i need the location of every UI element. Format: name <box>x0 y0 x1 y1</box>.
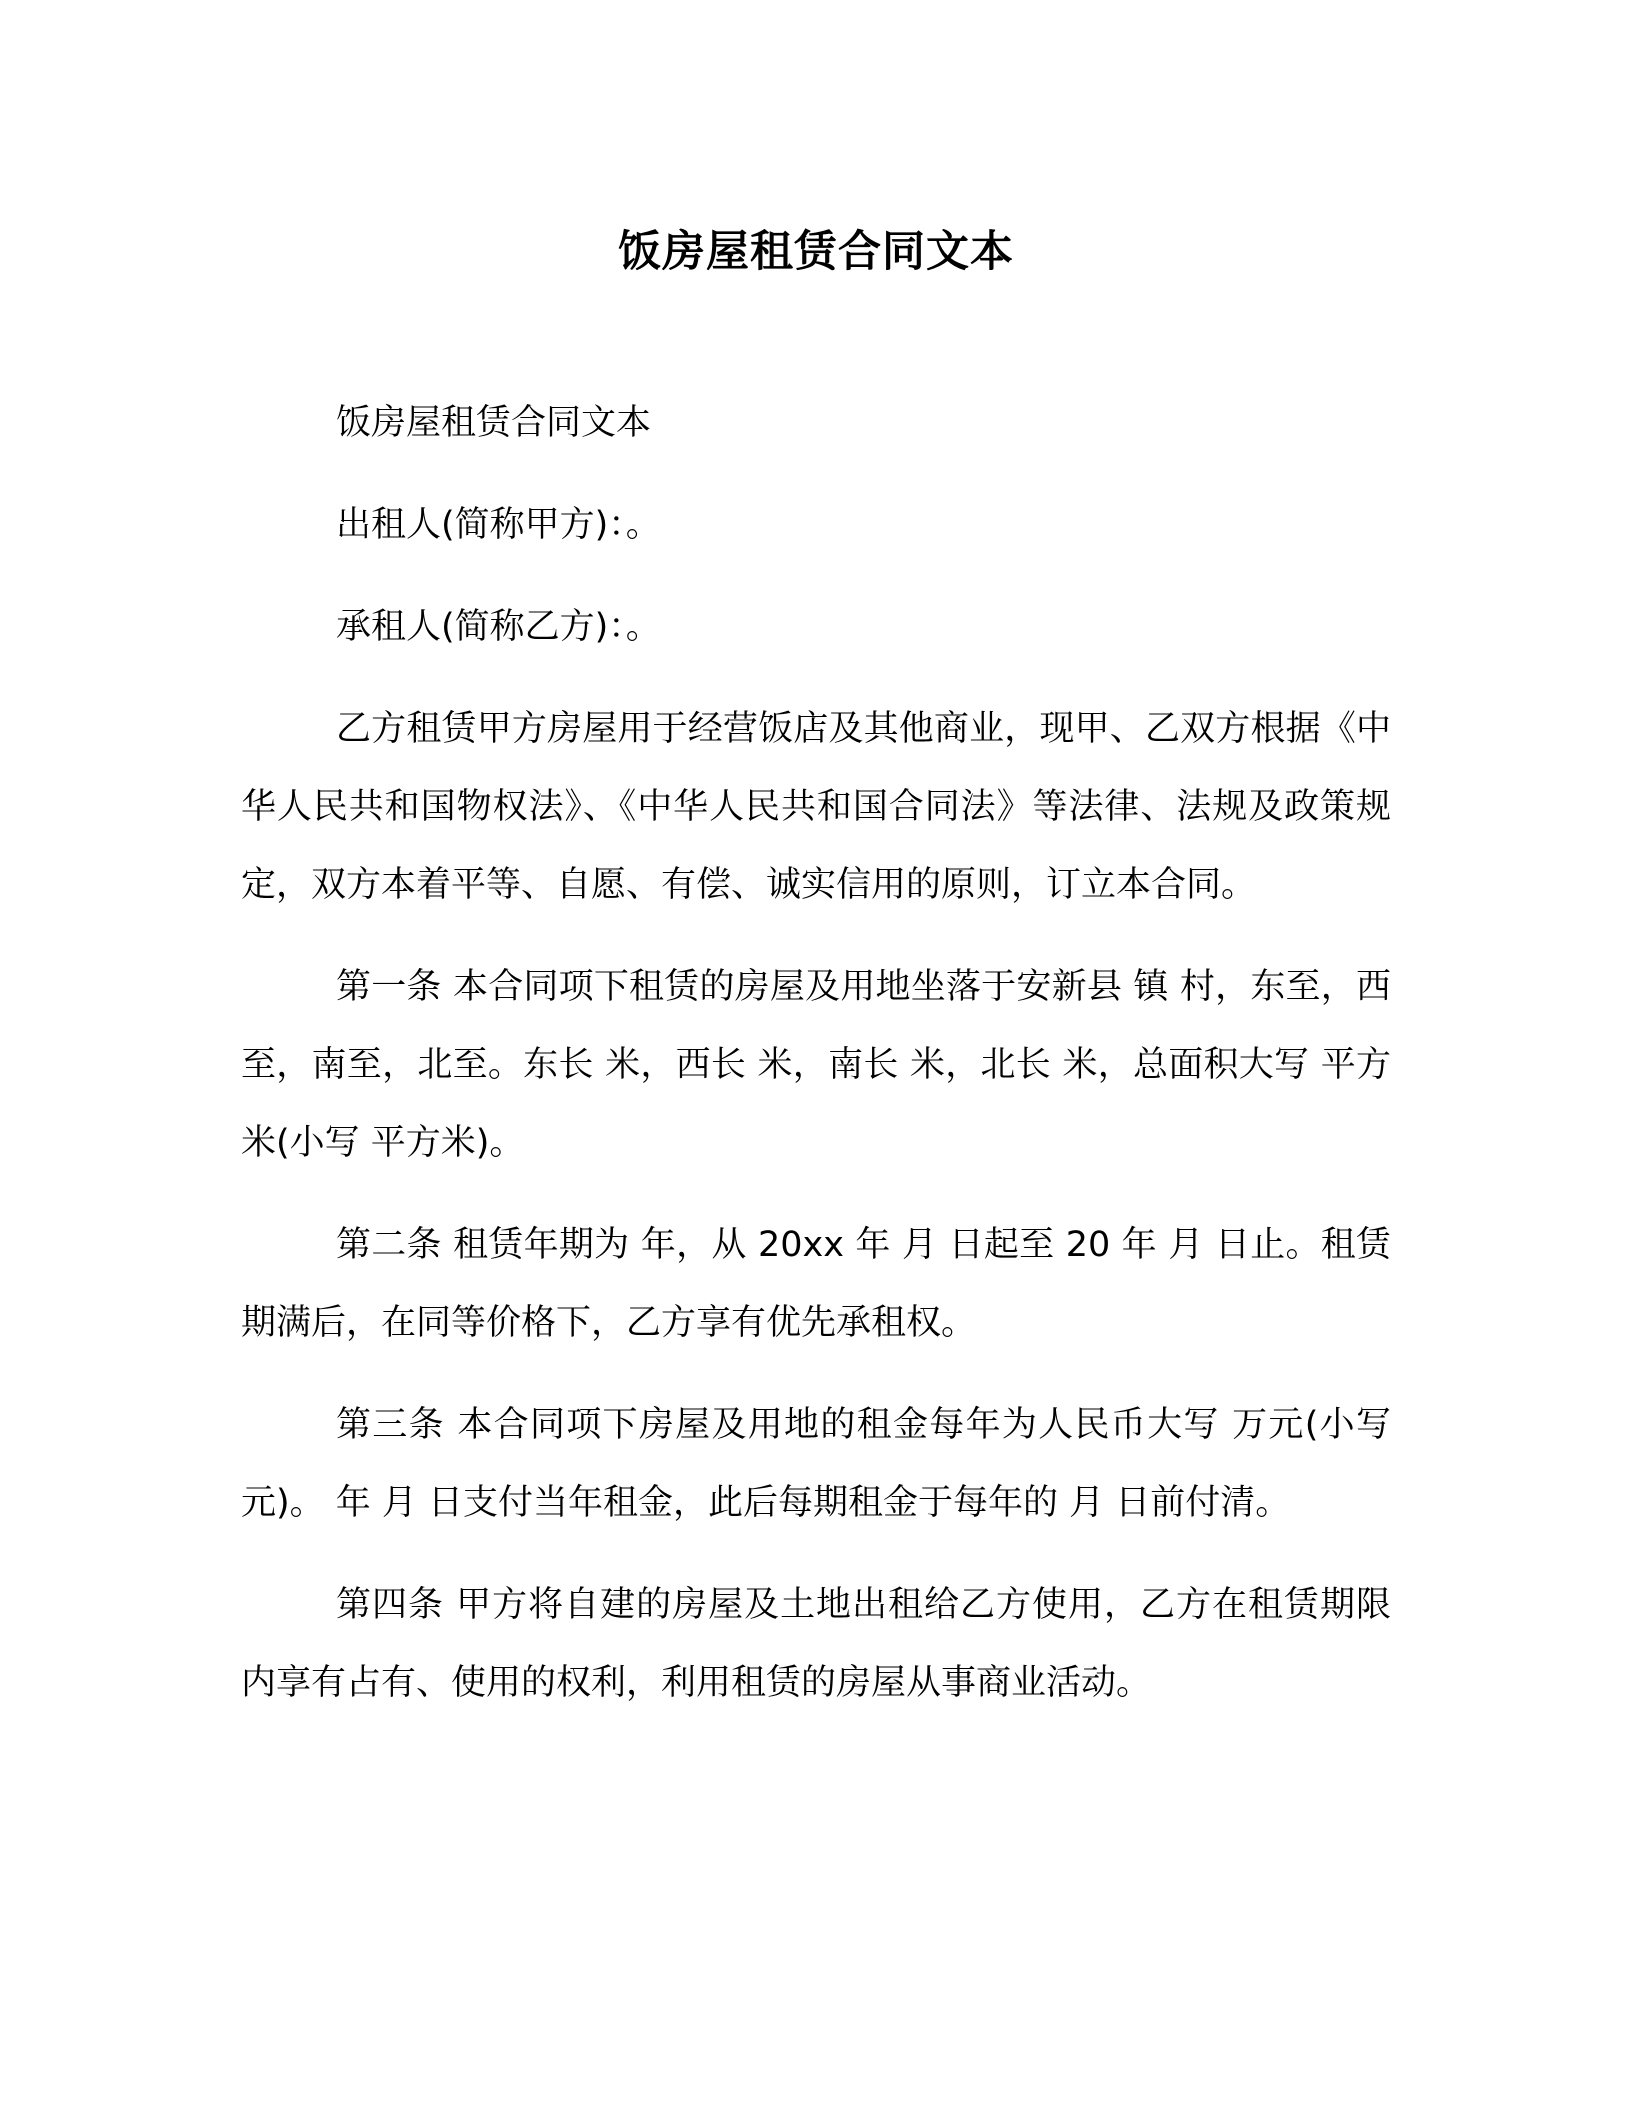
paragraph-preamble: 乙方租赁甲方房屋用于经营饭店及其他商业，现甲、乙双方根据《中华人民共和国物权法》、《中华人民共和国合同法》等法律、法规及政策规定，双方本着平等、自愿、有偿、诚实信用的原则，订立本合同。 <box>241 709 1391 905</box>
paragraph-subtitle: 饭房屋租赁合同文本 <box>336 403 652 443</box>
paragraph-article-2: 第二条 租赁年期为 年，从 20xx 年 月 日起至 20 年 月 日止。租赁期满后，在同等价格下，乙方享有优先承租权。 <box>241 1225 1391 1343</box>
document-title: 饭房屋租赁合同文本 <box>618 227 1014 277</box>
paragraph-article-3: 第三条 本合同项下房屋及用地的租金每年为人民币大写 万元(小写 元)。 年 月 日支付当年租金，此后每期租金于每年的 月 日前付清。 <box>241 1405 1391 1523</box>
paragraph-article-4: 第四条 甲方将自建的房屋及土地出租给乙方使用，乙方在租赁期限内享有占有、使用的权利，利用租赁的房屋从事商业活动。 <box>241 1585 1391 1703</box>
paragraph-lessee: 承租人(简称乙方)：。 <box>336 607 661 647</box>
paragraph-article-1: 第一条 本合同项下租赁的房屋及用地坐落于安新县 镇 村，东至，西至，南至，北至。东长 米，西长 米，南长 米，北长 米，总面积大写 平方米(小写 平方米)。 <box>241 967 1391 1163</box>
paragraph-lessor: 出租人(简称甲方)：。 <box>336 505 661 545</box>
document-body <box>241 384 1391 1746</box>
